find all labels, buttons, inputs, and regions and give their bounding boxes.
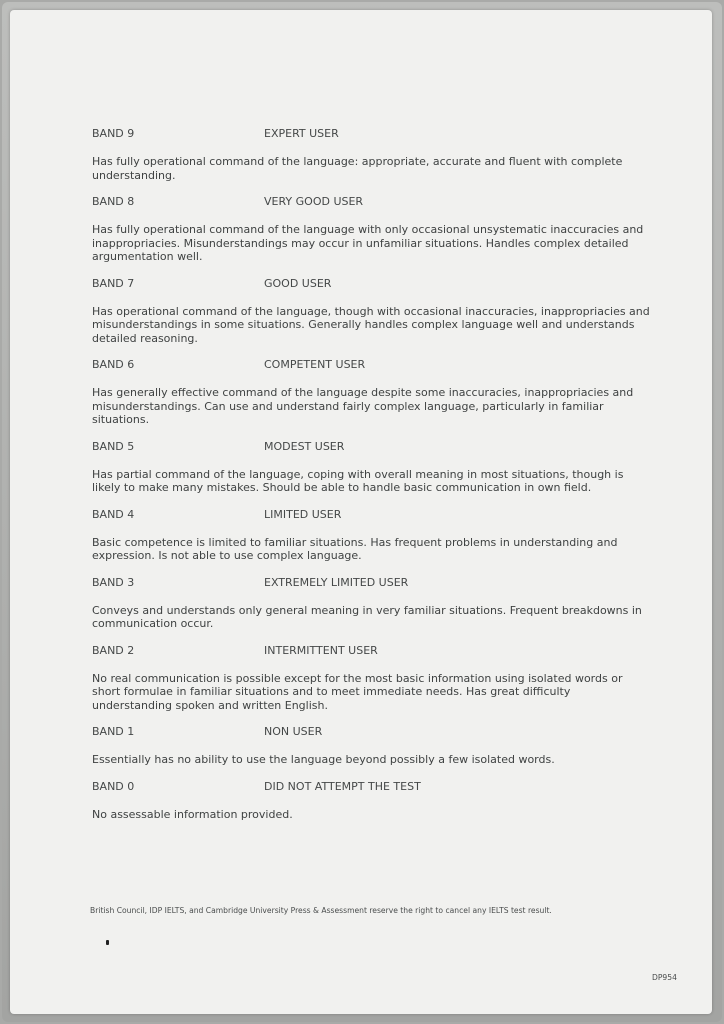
band-title: NON USER xyxy=(264,725,323,738)
band-6 xyxy=(92,357,652,427)
band-4 xyxy=(92,507,652,563)
footer-note: British Council, IDP IELTS, and Cambridge University Press & Assessment reserve the right to cancel any IELTS test result. xyxy=(90,906,552,915)
band-description: Basic competence is limited to familiar situations. Has frequent problems in understanding and expression. Is not able to use complex language. xyxy=(92,535,618,562)
band-description: Has generally effective command of the language despite some inaccuracies, inappropriacies and misunderstandings. Can use and understand fairly complex language, particularly in familiar situations. xyxy=(92,386,634,426)
band-label: BAND 2 xyxy=(92,643,135,657)
band-label: BAND 9 xyxy=(92,127,135,140)
band-title: EXTREMELY LIMITED USER xyxy=(264,575,409,589)
band-title: EXPERT USER xyxy=(264,127,339,140)
band-title: VERY GOOD USER xyxy=(264,195,364,208)
band-label: BAND 5 xyxy=(92,439,135,453)
band-description: Has fully operational command of the language with only occasional unsystematic inaccuracies and inappropriacies. Misunderstandings may occur in unfamiliar situations. Handles complex detailed argumentation well. xyxy=(92,223,644,263)
band-descriptors xyxy=(92,126,652,821)
band-label: BAND 1 xyxy=(92,725,135,738)
band-0 xyxy=(92,779,652,822)
band-label: BAND 4 xyxy=(92,507,135,521)
band-label: BAND 0 xyxy=(92,779,135,793)
band-title: INTERMITTENT USER xyxy=(264,643,378,657)
band-label: BAND 6 xyxy=(92,358,135,371)
band-title: GOOD USER xyxy=(264,276,332,290)
band-label: BAND 3 xyxy=(92,575,135,589)
band-label: BAND 8 xyxy=(92,195,135,208)
band-description: No real communication is possible except for the most basic information using isolated words or short formulae in familiar situations and to meet immediate needs. Has great difficulty understanding spoken and written English. xyxy=(92,671,623,712)
band-8 xyxy=(92,194,652,264)
band-description: Conveys and understands only general meaning in very familiar situations. Frequent breakdowns in communication occur. xyxy=(92,603,642,630)
band-7 xyxy=(92,276,652,346)
band-label: BAND 7 xyxy=(92,276,135,290)
band-3 xyxy=(92,575,652,631)
ink-mark xyxy=(106,940,109,945)
band-5 xyxy=(92,439,652,495)
band-title: DID NOT ATTEMPT THE TEST xyxy=(264,779,421,793)
band-description: Has fully operational command of the language: appropriate, accurate and fluent with complete understanding. xyxy=(92,155,623,182)
band-2 xyxy=(92,643,652,713)
band-title: MODEST USER xyxy=(264,439,345,453)
band-description: Has partial command of the language, coping with overall meaning in most situations, though is likely to make many mistakes. Should be able to handle basic communication in own field. xyxy=(92,467,624,494)
band-1 xyxy=(92,724,652,767)
band-description: No assessable information provided. xyxy=(92,807,293,821)
band-description: Essentially has no ability to use the language beyond possibly a few isolated words. xyxy=(92,753,555,766)
band-title: COMPETENT USER xyxy=(264,358,366,371)
band-9 xyxy=(92,126,652,182)
band-title: LIMITED USER xyxy=(264,507,342,521)
band-description: Has operational command of the language, though with occasional inaccuracies, inappropriacies and misunderstandings in some situations. Generally handles complex language well and understands detailed reasoning. xyxy=(92,304,650,345)
document-code: DP954 xyxy=(652,973,677,982)
